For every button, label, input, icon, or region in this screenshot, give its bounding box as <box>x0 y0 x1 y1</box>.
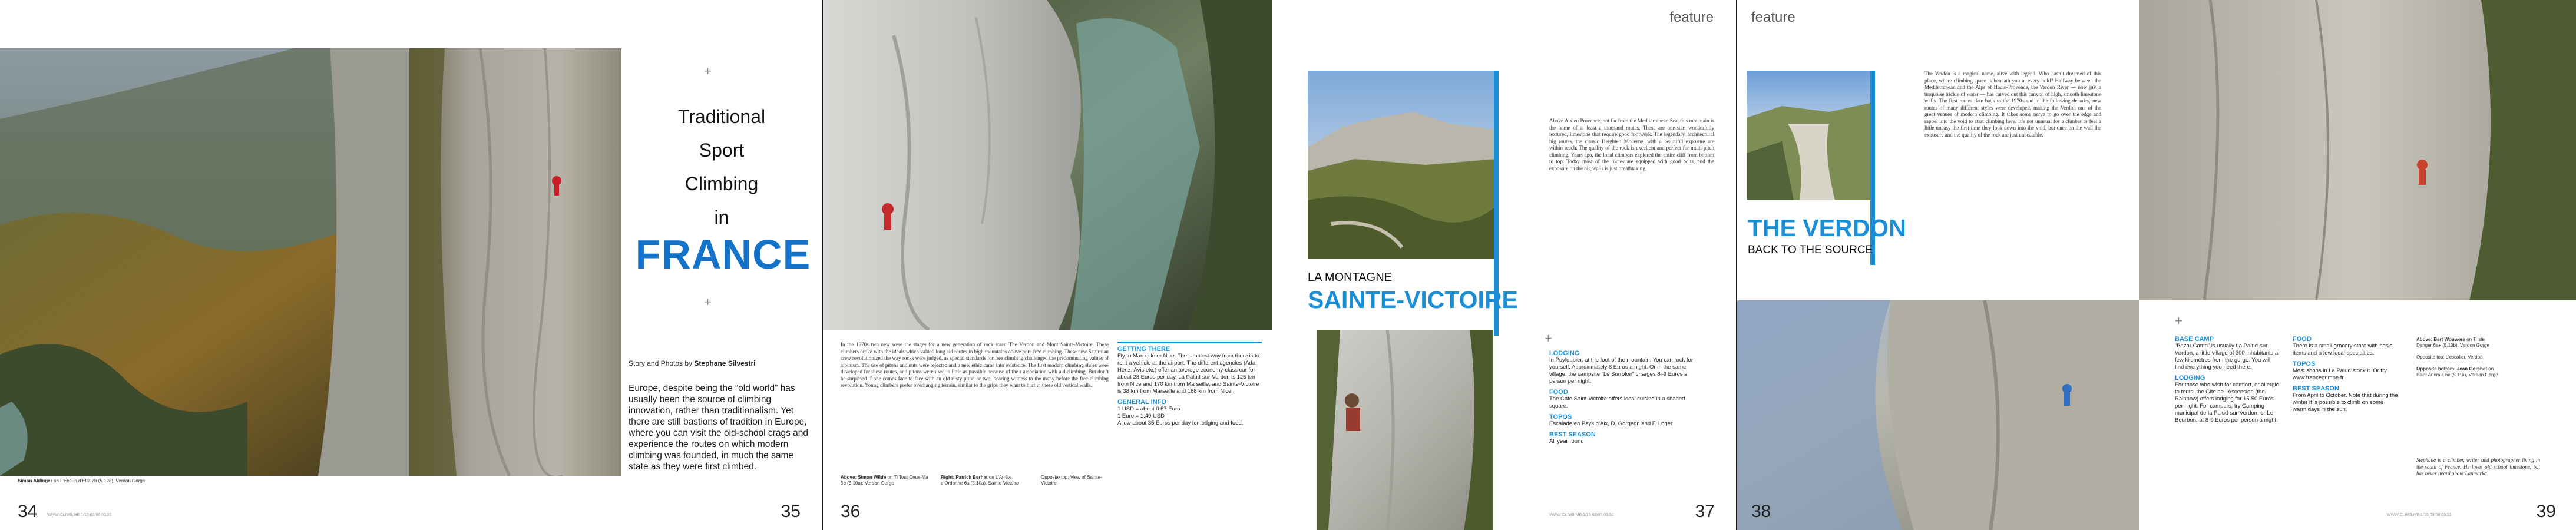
footer-fine-print-37: WWW.CLIMB.ME 1/15 03/08 03:51 <box>1549 513 1614 517</box>
lodging-heading-37: LODGING <box>1549 350 1580 357</box>
general-info-text: 1 USD = about 0.67 Euro 1 Euro = 1.49 USD Allow about 35 Euros per day for lodging and food. <box>1117 406 1244 426</box>
location-small-title: LA MONTAGNE <box>1308 271 1392 284</box>
best-season-heading-37: BEST SEASON <box>1549 431 1596 438</box>
plus-ornament-39: + <box>2175 313 2183 328</box>
caption-opposite-top-39: Opposite top: L’escalier, Verdon <box>2416 355 2483 360</box>
caption-name: Simon Aldinger <box>18 478 52 483</box>
best-season-heading-39: BEST SEASON <box>2293 385 2339 392</box>
lodging-text-37: In Puyloubier, at the foot of the mountain. You can rock for yourself. Approximately 8 Euros a night. Or in the same village, the campsite “Le Sorrolon” charges 8–9 Euros a person per night. <box>1549 357 1693 385</box>
page-number-38: 38 <box>1751 502 1771 521</box>
verdon-info-col-2 <box>2293 336 2399 413</box>
base-camp-text: “Bazar Camp” is usually La Palud-sur-Verdon, a little village of 300 inhabitants a few kilometres from the gorge. You will find everything you need there. <box>2175 343 2279 370</box>
verdon-captions <box>2416 337 2499 378</box>
footer-fine-print-39: WWW.CLIMB.ME 1/15 03/08 03:51 <box>2387 513 2452 517</box>
caption-right <box>941 475 1029 486</box>
title-france: FRANCE <box>635 231 811 277</box>
info-box <box>1117 342 1262 427</box>
caption-right-name: Right: Patrick Berhet <box>941 475 988 480</box>
food-heading-39: FOOD <box>2293 336 2312 343</box>
base-camp-heading: BASE CAMP <box>2175 336 2214 343</box>
topos-text-39: Most shops in La Palud stock it. Or try www.francegrimpe.fr <box>2293 367 2387 381</box>
plus-ornament-top: + <box>704 64 712 78</box>
lodging-text-39: For those who wish for comfort, or allergic to tents, the Gite de l’Ascension (the Rainbow) offers lodging for 15-50 Euros per night. For campers, try Camping municipal de la Palud-sur-Verdon, or Le Bourbon, at 8-9 Euros per person a night. <box>2175 382 2279 423</box>
food-text-37: The Cafe Saint-Victoire offers local cuisine in a shaded square. <box>1549 396 1685 409</box>
caption-above <box>841 475 929 486</box>
page-35 <box>409 0 822 530</box>
general-info-heading: GENERAL INFO <box>1117 399 1166 406</box>
page-37 <box>1272 0 1736 530</box>
sainte-victoire-landscape-photo <box>1308 71 1496 259</box>
food-heading-37: FOOD <box>1549 389 1568 396</box>
location-big-title: SAINTE-VICTOIRE <box>1308 286 1518 313</box>
caption-right-text: on L’Arrête d’Ordonne 6a (5.10a), Sainte-Victoire <box>941 475 1019 486</box>
topos-heading-37: TOPOS <box>1549 413 1572 420</box>
page-39 <box>2139 0 2576 530</box>
title-line-1: Traditional <box>677 106 766 127</box>
climber-overhang-photo-left <box>1737 300 2139 530</box>
climber-face-photo <box>1317 330 1493 530</box>
climber-white-rock-photo <box>823 0 1272 330</box>
caption-opposite-bottom-39-text: on Pilier Anemia 6c (5.11a), Verdon Gorge <box>2416 366 2498 377</box>
feature-label-37: feature <box>1669 9 1714 25</box>
climber-wall-photo-top <box>2139 0 2576 300</box>
title-line-3: Climbing <box>684 173 759 194</box>
title-line-4: in <box>714 207 729 228</box>
title-line-2: Sport <box>699 140 745 161</box>
page-number-37: 37 <box>1695 502 1715 521</box>
page-34 <box>0 0 409 530</box>
footer-fine-print: WWW.CLIMB.ME 1/15 03/08 03:51 <box>47 513 112 517</box>
author-bio: Stephane is a climber, writer and photographer living in the south of France. He loves old school limestone, but has never heard about Lanmarka. <box>2416 457 2540 476</box>
lodging-heading-39: LODGING <box>2175 375 2205 382</box>
best-season-text-39: From April to October. Note that during the winter it is possible to climb on some warm days in the sun. <box>2293 392 2398 413</box>
verdon-body-text: The Verdon is a magical name, alive with legend. Who hasn’t dreamed of this place, where climbing space is beneath you at every hold? Halfway between the Mediterranean and the Alps of Haute-Provence, the Verdon River — now just a turquoise trickle of water — has carved out this canyon of high, smooth limestone walls. The first routes date back to the 1970s and in the following decades, new routes of many different styles were developed, making the Verdon one of the great venues of modern climbing. It takes some nerve to go over the edge and rappel into the void to start climbing here. It’s not unusual for a climber to feel a little uneasy the first time they look down into the void, but once on the wall the exposure and the quality of the rock are just unbeatable. <box>1924 71 2101 138</box>
page-number-right: 35 <box>781 502 801 521</box>
plus-ornament-bottom: + <box>704 294 712 309</box>
page-number-36: 36 <box>841 502 861 521</box>
article-intro: Europe, despite being the “old world” has usually been the source of climbing innovation, rather than traditionalism. Yet there are still bastions of tradition in Europe, where you can visit the old-school crags and experience the routes on which modern climbing was founded, in much the same state as they were first climbed. <box>629 383 808 472</box>
caption-above-39-name: Above: Bert Wouwers <box>2416 337 2465 342</box>
topos-heading-39: TOPOS <box>2293 360 2316 367</box>
page-number-left: 34 <box>18 502 38 521</box>
caption-text: on L’Ecoup d’Etat 7b (5.12d), Verdon Gorge <box>54 478 146 483</box>
caption-opposite-bottom-39 <box>2416 366 2499 378</box>
page-36 <box>823 0 1272 530</box>
sainte-victoire-info <box>1549 350 1697 445</box>
verdon-gorge-photo <box>0 48 409 476</box>
caption-above-text: on Ti Tout Ceux-Ma 5b (5.10a), Verdon Gorge <box>841 475 928 486</box>
caption-opposite: Opposite top: View of Sainte-Victoire <box>1041 475 1102 486</box>
body-text-column: In the 1970s two new were the stages for a new generation of rock stars: The Verdon and Mont Sainte-Victoire. These climbers broke with the ideals which valued long aid routes in high mountains above pure free climbing. These new Saturnian crew revolutionized the way rocks were judged, as special standards for free climbing challenged the predominating values of alpinism. The use of pitons and nuts were rejected and a new ethic came into existence. The first modern climbing shoes were developed for these routes, and pitons were used in little as possible because of their association with aid climbing. But don’t be surprised if one comes face to face with an old rusty piton or two, bearing witness to the many before the free-climbing revolution. Young climbers prefer overhanging terrain, similar to the grips they want to hurt in these old vertical walls. <box>841 342 1109 388</box>
getting-there-text: Fly to Marseille or Nice. The simplest way from there is to rent a vehicle at the airport. The different agencies (Ada, Hertz, Avis etc.) offer an average economy-class car for about 28 Euros per day. La Palud-sur-Verdon is 126 km from Nice and 170 km from Marseille, and Sainte-Victoire is 38 km from Marseille and 188 km from Nice. <box>1117 353 1260 395</box>
topos-text-37: Escalade en Pays d’Aix, D. Gorgeon and F. Loger <box>1549 420 1673 427</box>
caption-above-39 <box>2416 337 2499 349</box>
photo-caption <box>18 478 230 484</box>
caption-above-39-text: on Triste Danger 6a+ (5.10b), Verdon Gorge <box>2416 337 2489 348</box>
article-title <box>633 100 810 234</box>
caption-above-name: Above: Simon Wilde <box>841 475 887 480</box>
verdon-subtitle: BACK TO THE SOURCE <box>1748 244 1873 256</box>
verdon-info-col-1 <box>2175 336 2281 424</box>
page-number-39: 39 <box>2536 502 2556 521</box>
climber-cliff-photo <box>409 48 621 476</box>
verdon-canyon-photo <box>1747 71 1870 200</box>
page-38 <box>1737 0 2139 530</box>
verdon-title: THE VERDON <box>1748 214 1906 241</box>
byline-author: Stephane Silvestri <box>694 359 756 367</box>
caption-opposite-bottom-39-name: Opposite bottom: Jean Gorchet <box>2416 366 2488 372</box>
byline-prefix: Story and Photos by <box>629 359 693 367</box>
byline <box>629 359 755 367</box>
sainte-victoire-column: Above Aix en Provence, not far from the Mediterranean Sea, this mountain is the home of at least a thousand routes. These are one-star, wonderfully textured, limestone that require good footwork. The legendary, architectural big routes, the classic Heighten Moderne, with a beautiful exposure are within reach. The quality of the rock is excellent and perfect for multi-pitch climbing. Years ago, the local climbers explored the entire cliff from bottom to top. Today most of the routes are equipped with good bolts, and the exposure on the big walls is just breathtaking. <box>1549 118 1714 171</box>
best-season-text-37: All year round <box>1549 438 1584 445</box>
food-text-39: There is a small grocery store with basic items and a few local specialties. <box>2293 343 2393 356</box>
plus-ornament-37: + <box>1545 331 1552 346</box>
getting-there-heading: GETTING THERE <box>1117 346 1170 353</box>
feature-label-38: feature <box>1751 9 1795 25</box>
